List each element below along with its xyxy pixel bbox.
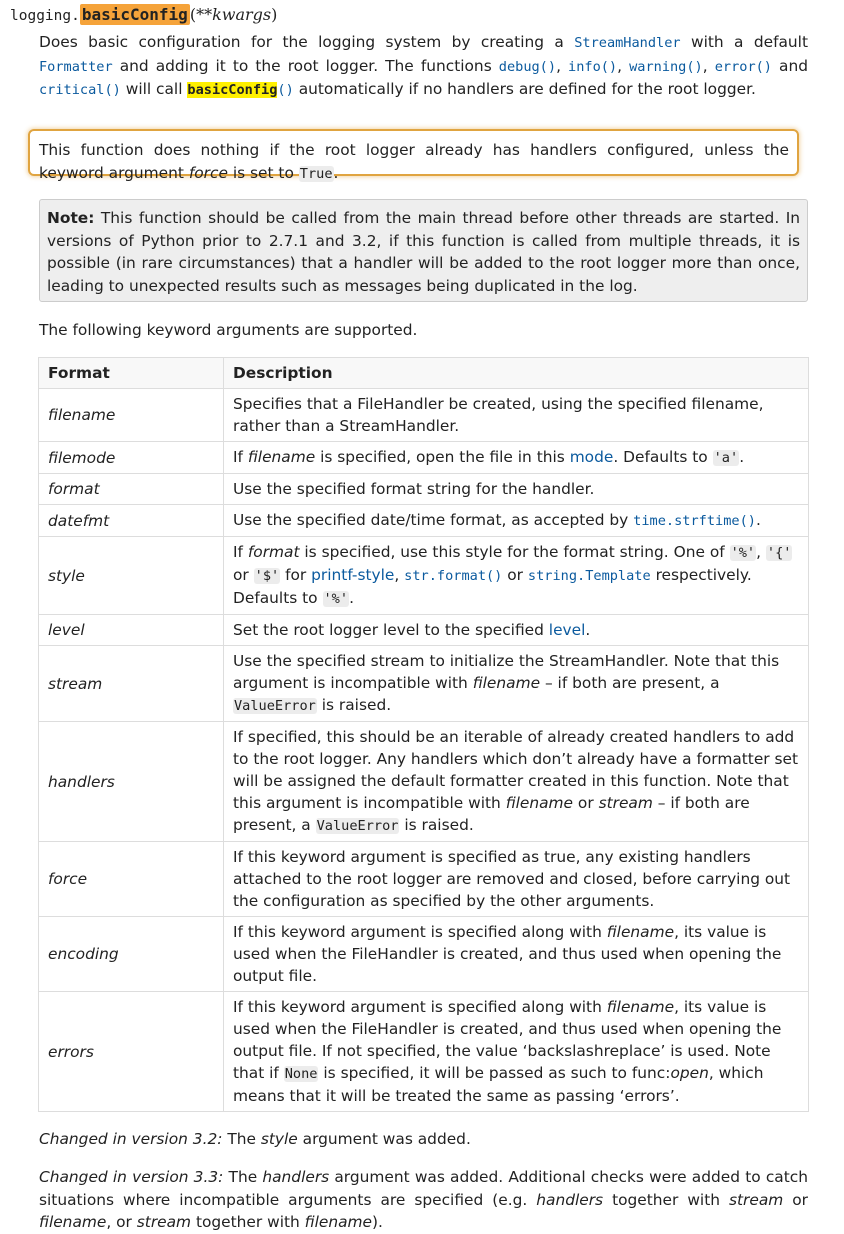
function-name: basicConfig bbox=[81, 5, 188, 24]
changed-arg: style bbox=[260, 1130, 298, 1148]
arg-description: If this keyword argument is specified along with filename, its value is used when the FileHandler is created, and thus used when opening the output file. bbox=[224, 917, 809, 992]
arg-description: If format is specified, use this style for the format string. One of '%', '{' or '$' for printf-style, str.format() or string.Template respectively. Defaults to '%'. bbox=[224, 537, 809, 615]
arg-description: Set the root logger level to the specified level. bbox=[224, 615, 809, 646]
arg-name: filename bbox=[39, 389, 224, 442]
note-text: This function should be called from the main thread before other threads are started. In versions of Python prior to 2.7.1 and 3.2, if this function is called from multiple threads, it is possible (in rare circumstances) that a handler will be added to the root logger more than once, leading to unexpected results such as messages being duplicated in the log. bbox=[47, 209, 800, 295]
intro-text: and bbox=[772, 56, 809, 75]
arg-name: errors bbox=[39, 992, 224, 1112]
link-info[interactable]: info() bbox=[568, 58, 618, 75]
callout-force-arg: force bbox=[188, 163, 228, 182]
version-label: Changed in version 3.3: bbox=[39, 1168, 224, 1186]
link-string-template[interactable]: string.Template bbox=[527, 568, 651, 584]
arg-description: Use the specified stream to initialize the StreamHandler. Note that this argument is incompatible with filename – if both are present, a ValueError is raised. bbox=[224, 646, 809, 722]
separator: , bbox=[702, 56, 715, 75]
link-strftime[interactable]: time.strftime() bbox=[633, 513, 756, 529]
callout-true-literal: True bbox=[299, 165, 333, 182]
note-box bbox=[39, 199, 808, 302]
arg-description: If this keyword argument is specified as true, any existing handlers attached to the root logger are removed and closed, before carrying out the configuration as specified by the other arguments. bbox=[224, 842, 809, 917]
intro-paragraph bbox=[39, 31, 808, 102]
table-row bbox=[39, 722, 809, 842]
header-description: Description bbox=[224, 358, 809, 389]
link-str-format[interactable]: str.format() bbox=[404, 568, 503, 584]
link-basicconfig[interactable]: basicConfig() bbox=[187, 82, 294, 98]
table-header-row bbox=[39, 358, 809, 389]
function-signature bbox=[10, 4, 277, 30]
callout-text: . bbox=[333, 163, 339, 182]
table-row bbox=[39, 992, 809, 1112]
link-mode[interactable]: mode bbox=[569, 448, 614, 466]
arg-description: If filename is specified, open the file in this mode. Defaults to 'a'. bbox=[224, 442, 809, 474]
function-args: **kwargs bbox=[196, 5, 272, 24]
keyword-args-table bbox=[38, 357, 809, 1112]
table-row bbox=[39, 505, 809, 537]
link-warning[interactable]: warning() bbox=[629, 58, 703, 75]
arg-description: Use the specified date/time format, as accepted by time.strftime(). bbox=[224, 505, 809, 537]
callout-text: is set to bbox=[227, 163, 299, 182]
arg-name: encoding bbox=[39, 917, 224, 992]
table-row bbox=[39, 917, 809, 992]
arg-name: level bbox=[39, 615, 224, 646]
intro-text: Does basic configuration for the logging system by creating a bbox=[39, 33, 575, 51]
arg-name: format bbox=[39, 474, 224, 505]
table-row bbox=[39, 646, 809, 722]
version-changed-3-3: Changed in version 3.3: The handlers argument was added. Additional checks were added to catch situations where incompatible arguments are specified (e.g. handlers together with stream or filename, or stream together with filename). bbox=[39, 1168, 808, 1231]
arg-description: Specifies that a FileHandler be created, using the specified filename, rather than a StreamHandler. bbox=[224, 389, 809, 442]
table-row bbox=[39, 537, 809, 615]
note-label: Note: bbox=[47, 209, 95, 227]
separator: , bbox=[617, 56, 630, 75]
link-critical[interactable]: critical() bbox=[39, 82, 121, 98]
intro-text: automatically if no handlers are defined for the root logger. bbox=[293, 80, 756, 98]
close-paren: ) bbox=[271, 5, 278, 24]
version-label: Changed in version 3.2: bbox=[39, 1130, 223, 1148]
changed-text: The bbox=[223, 1168, 263, 1186]
link-debug[interactable]: debug() bbox=[498, 58, 557, 75]
highlighted-callout bbox=[28, 129, 799, 182]
link-printf-style[interactable]: printf-style bbox=[311, 566, 395, 584]
table-row bbox=[39, 842, 809, 917]
link-formatter[interactable]: Formatter bbox=[39, 58, 113, 75]
arg-description: If this keyword argument is specified along with filename, its value is used when the FileHandler is created, and thus used when opening the output file. If not specified, the value ‘backslashreplace’ is used. Note that if None is specified, it will be passed as such to func:open, which means that it will be treated the same as passing ‘errors’. bbox=[224, 992, 809, 1112]
table-row bbox=[39, 474, 809, 505]
changed-text: argument was added. bbox=[297, 1130, 471, 1148]
changed-text: The bbox=[222, 1130, 261, 1148]
version-changed-3-2 bbox=[39, 1128, 808, 1151]
supported-intro: The following keyword arguments are supported. bbox=[39, 321, 418, 339]
header-format: Format bbox=[39, 358, 224, 389]
arg-name: stream bbox=[39, 646, 224, 722]
arg-name: datefmt bbox=[39, 505, 224, 537]
open-paren: ( bbox=[189, 5, 197, 24]
table-row bbox=[39, 389, 809, 442]
arg-name: force bbox=[39, 842, 224, 917]
intro-text: will call bbox=[120, 80, 188, 98]
intro-text: with a default bbox=[680, 33, 808, 51]
arg-name: filemode bbox=[39, 442, 224, 474]
arg-name: handlers bbox=[39, 722, 224, 842]
module-prefix: logging. bbox=[10, 8, 80, 24]
link-streamhandler[interactable]: StreamHandler bbox=[574, 35, 681, 51]
separator: , bbox=[556, 56, 569, 75]
arg-description: If specified, this should be an iterable of already created handlers to add to the root logger. Any handlers which don’t already have a formatter set will be assigned the default formatter created in this function. Note that this argument is incompatible with filename or stream – if both are present, a ValueError is raised. bbox=[224, 722, 809, 842]
intro-text: and adding it to the root logger. The functions bbox=[112, 56, 499, 75]
link-error[interactable]: error() bbox=[714, 58, 772, 75]
arg-name: style bbox=[39, 537, 224, 615]
table-row bbox=[39, 615, 809, 646]
table-row bbox=[39, 442, 809, 474]
arg-description: Use the specified format string for the handler. bbox=[224, 474, 809, 505]
link-level[interactable]: level bbox=[548, 621, 586, 639]
callout-text: This function does nothing if the root logger already has handlers configured, unless the keyword argument bbox=[39, 141, 789, 182]
